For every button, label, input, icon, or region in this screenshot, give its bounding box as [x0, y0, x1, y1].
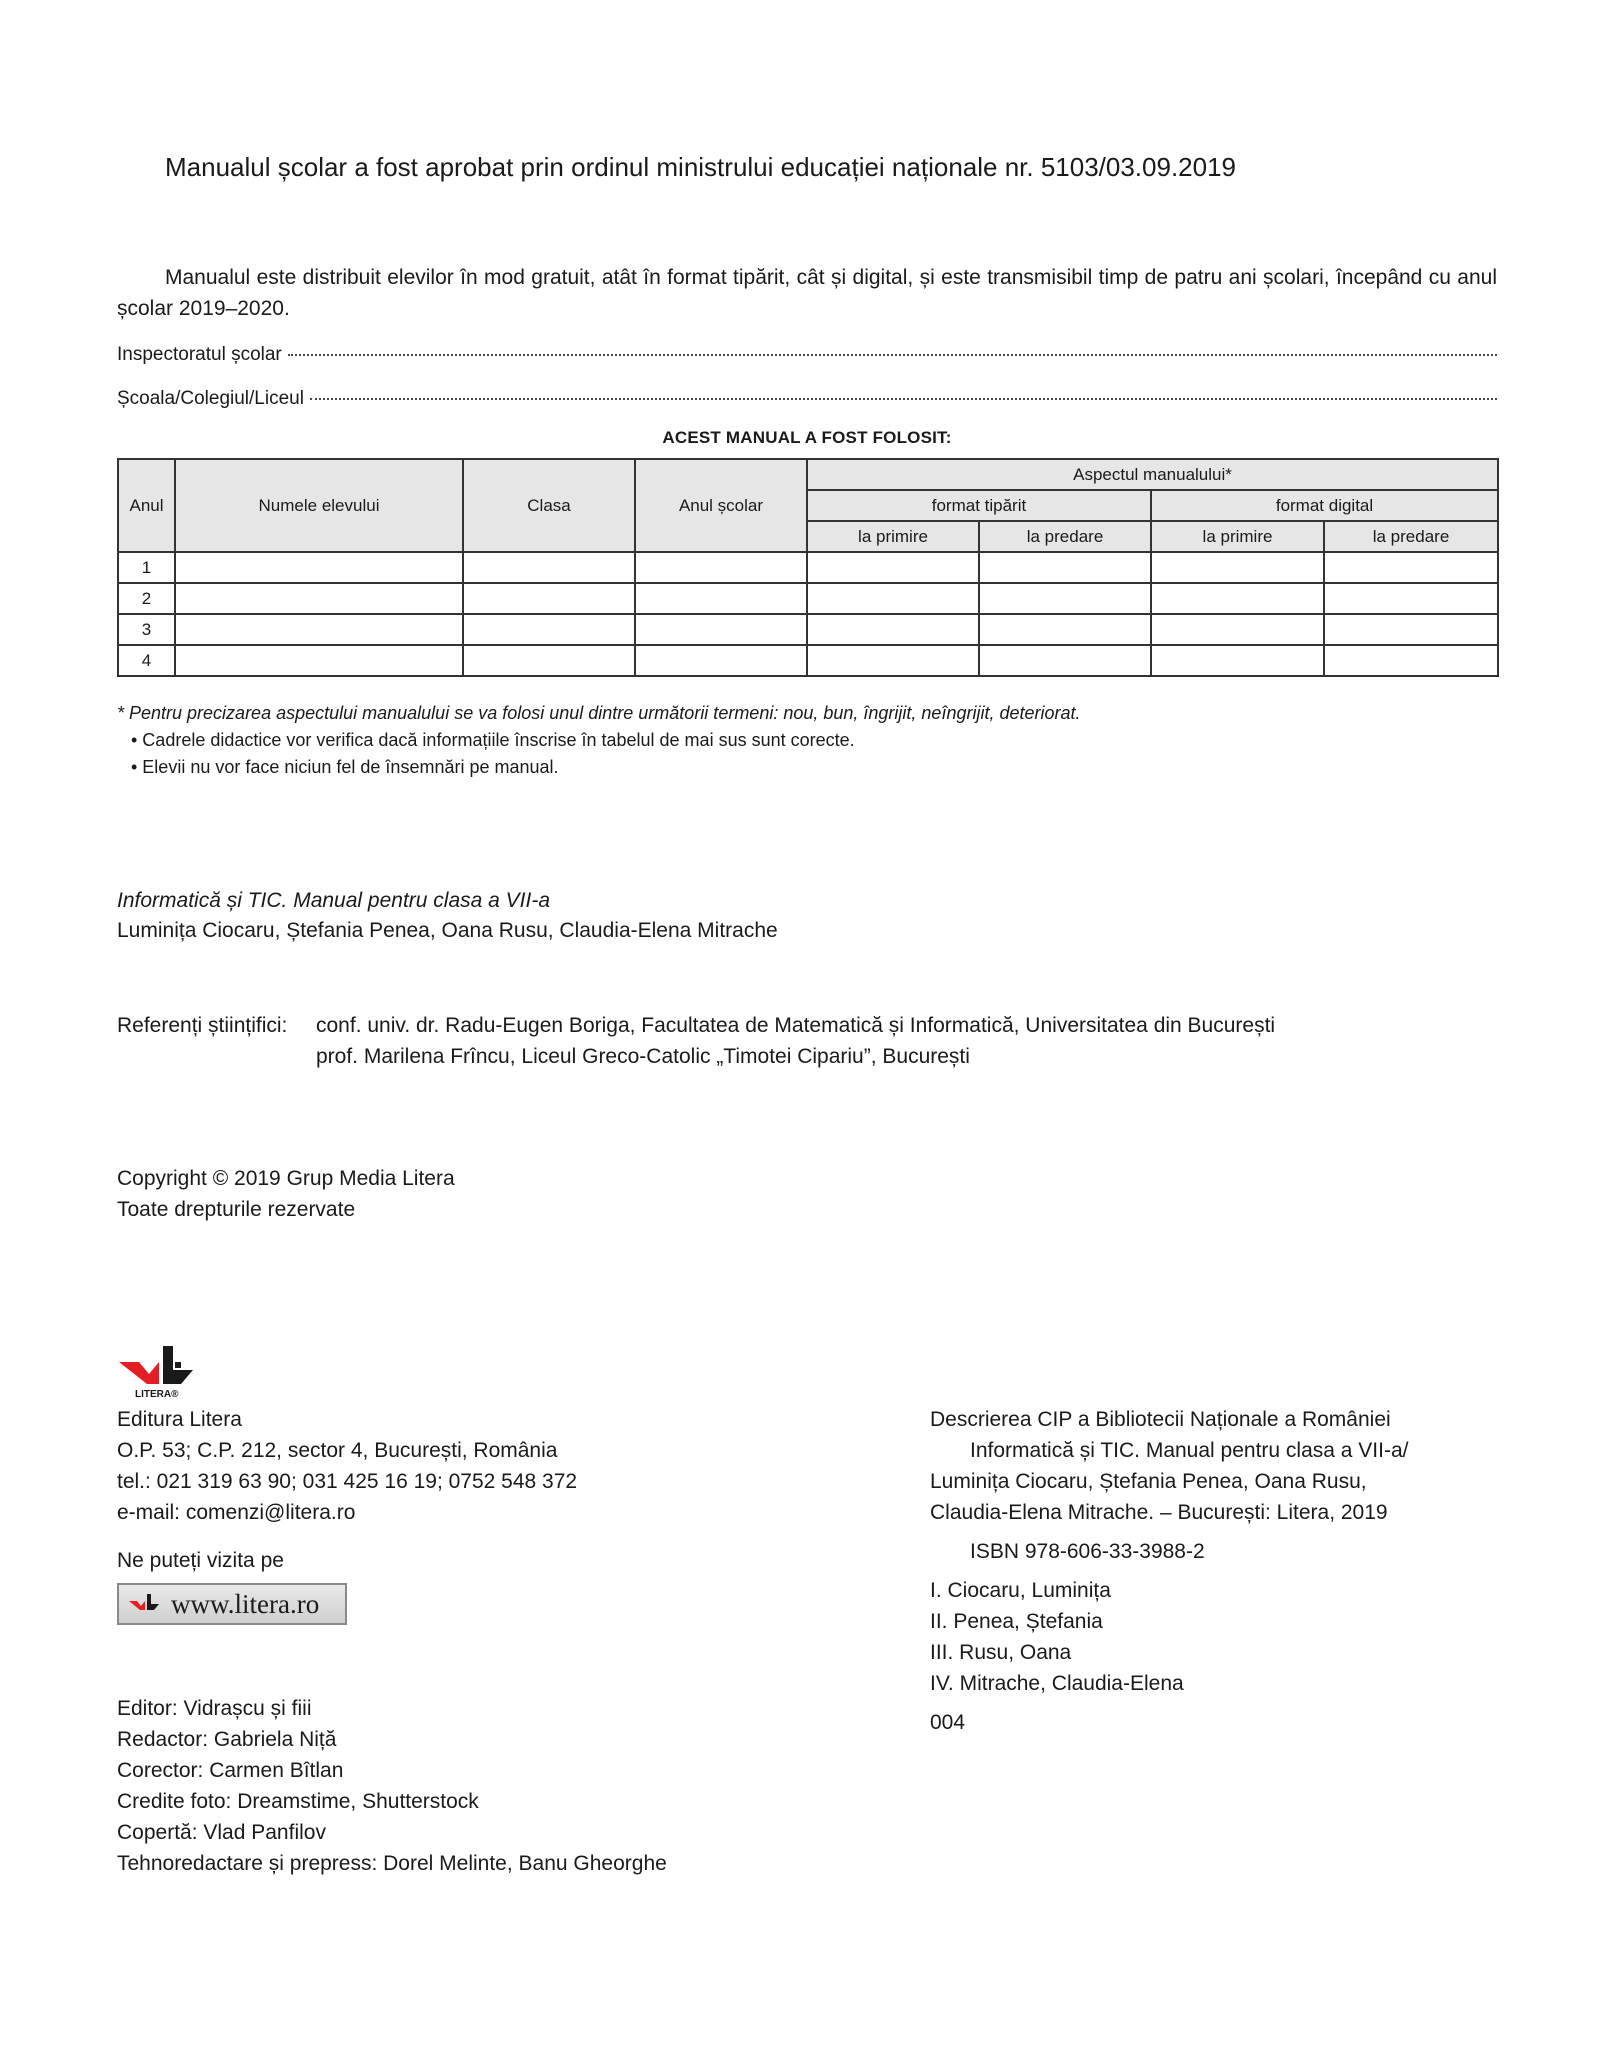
header-format-digital: format digital — [1151, 490, 1498, 521]
table-row — [118, 614, 1498, 645]
table-row — [118, 552, 1498, 583]
cell-numele — [175, 552, 463, 583]
cip-index-entry: IV. Mitrache, Claudia-Elena — [930, 1672, 1184, 1695]
cell-tiparit-predare — [979, 614, 1151, 645]
header-digital-la-predare: la predare — [1324, 521, 1498, 552]
table-title: ACEST MANUAL A FOST FOLOSIT: — [662, 428, 952, 447]
referent-entry: prof. Marilena Frîncu, Liceul Greco-Catolic „Timotei Cipariu”, București — [316, 1045, 970, 1068]
aspect-footnote: * Pentru precizarea aspectului manualului se va folosi unul dintre următorii termeni: nou, bun, îngrijit, neîngrijit, deteriorat. — [117, 703, 1081, 723]
cip-classification-code: 004 — [930, 1711, 966, 1734]
cell-digital-primire — [1151, 583, 1324, 614]
cell-digital-predare — [1324, 645, 1498, 676]
cell-anul-scolar — [635, 614, 807, 645]
cell-clasa — [463, 614, 635, 645]
cell-digital-primire — [1151, 614, 1324, 645]
inspectorat-field — [117, 344, 1497, 366]
cell-numele — [175, 645, 463, 676]
cell-digital-predare — [1324, 552, 1498, 583]
header-aspect: Aspectul manualului* — [807, 459, 1498, 490]
cip-index-entry: II. Penea, Ștefania — [930, 1610, 1103, 1633]
cell-digital-predare — [1324, 583, 1498, 614]
website-url: www.litera.ro — [171, 1588, 320, 1619]
dotted-line — [288, 354, 1497, 356]
cell-tiparit-predare — [979, 552, 1151, 583]
cell-tiparit-primire — [807, 583, 979, 614]
credit-coperta: Copertă: Vlad Panfilov — [117, 1821, 326, 1844]
referents-label: Referenți științifici: — [117, 1014, 288, 1037]
header-digital-la-primire: la primire — [1151, 521, 1324, 552]
cell-digital-predare — [1324, 614, 1498, 645]
cip-line: Informatică și TIC. Manual pentru clasa a VII-a/ — [970, 1439, 1409, 1462]
credit-redactor: Redactor: Gabriela Niță — [117, 1728, 337, 1751]
logo-wordmark: LITERA® — [135, 1389, 179, 1400]
note-bullet: • Cadrele didactice vor verifica dacă informațiile înscrise în tabelul de mai sus sunt corecte. — [131, 730, 855, 750]
cell-anul-scolar — [635, 583, 807, 614]
table-notes — [117, 700, 1081, 781]
row-number: 4 — [118, 645, 175, 676]
header-anul: Anul — [118, 459, 175, 552]
note-bullet: • Elevii nu vor face niciun fel de însemnări pe manual. — [131, 757, 559, 777]
row-number: 1 — [118, 552, 175, 583]
table-row — [118, 583, 1498, 614]
usage-table — [117, 458, 1499, 677]
litera-mini-logo-icon — [129, 1593, 161, 1615]
cell-clasa — [463, 552, 635, 583]
header-tiparit-la-predare: la predare — [979, 521, 1151, 552]
publisher-block — [117, 1404, 577, 1528]
header-numele-elevului: Numele elevului — [175, 459, 463, 552]
scoala-label: Școala/Colegiul/Liceul — [117, 388, 304, 409]
scoala-field — [117, 388, 1497, 410]
publisher-name: Editura Litera — [117, 1408, 242, 1431]
table-row — [118, 645, 1498, 676]
credit-tehnoredactare: Tehnoredactare și prepress: Dorel Melinte, Banu Gheorghe — [117, 1852, 667, 1875]
distribution-paragraph: Manualul este distribuit elevilor în mod gratuit, atât în format tipărit, cât și digital, și este transmisibil timp de patru ani școlari, începând cu anul școlar 2019–2020. — [117, 266, 1497, 320]
cip-title: Descrierea CIP a Bibliotecii Naționale a României — [930, 1408, 1391, 1431]
copyright-block — [117, 1163, 455, 1225]
litera-logo — [117, 1340, 217, 1400]
cell-anul-scolar — [635, 552, 807, 583]
visit-label: Ne puteți vizita pe — [117, 1549, 284, 1572]
header-format-tiparit: format tipărit — [807, 490, 1151, 521]
cip-block — [930, 1404, 1408, 1738]
cell-digital-primire — [1151, 552, 1324, 583]
cell-clasa — [463, 583, 635, 614]
cell-tiparit-predare — [979, 645, 1151, 676]
credits-block — [117, 1693, 667, 1879]
credit-editor: Editor: Vidrașcu și fiii — [117, 1697, 312, 1720]
header-anul-scolar: Anul școlar — [635, 459, 807, 552]
cell-digital-primire — [1151, 645, 1324, 676]
header-tiparit-la-primire: la primire — [807, 521, 979, 552]
inspectorat-label: Inspectoratul școlar — [117, 344, 282, 365]
credit-foto: Credite foto: Dreamstime, Shutterstock — [117, 1790, 479, 1813]
book-authors: Luminița Ciocaru, Ștefania Penea, Oana Rusu, Claudia-Elena Mitrache — [117, 919, 778, 942]
cip-index-entry: III. Rusu, Oana — [930, 1641, 1072, 1664]
dotted-line — [310, 398, 1497, 400]
cell-tiparit-primire — [807, 614, 979, 645]
cip-index-entry: I. Ciocaru, Luminița — [930, 1579, 1111, 1602]
website-link-button[interactable] — [117, 1583, 347, 1625]
cell-tiparit-primire — [807, 645, 979, 676]
rights-line: Toate drepturile rezervate — [117, 1198, 356, 1221]
copyright-line: Copyright © 2019 Grup Media Litera — [117, 1167, 455, 1190]
cell-numele — [175, 614, 463, 645]
row-number: 2 — [118, 583, 175, 614]
cip-line: Claudia-Elena Mitrache. – București: Litera, 2019 — [930, 1501, 1388, 1524]
book-title: Informatică și TIC. Manual pentru clasa a VII-a — [117, 889, 551, 912]
publisher-address: O.P. 53; C.P. 212, sector 4, București, România — [117, 1439, 558, 1462]
approval-statement: Manualul școlar a fost aprobat prin ordinul ministrului educației naționale nr. 5103/03.09.2019 — [165, 152, 1237, 182]
publisher-email: e-mail: comenzi@litera.ro — [117, 1501, 356, 1524]
publisher-phone: tel.: 021 319 63 90; 031 425 16 19; 0752 548 372 — [117, 1470, 578, 1493]
logo-red-shape — [119, 1362, 159, 1384]
cell-tiparit-primire — [807, 552, 979, 583]
referent-entry: conf. univ. dr. Radu-Eugen Boriga, Facultatea de Matematică și Informatică, Universitatea din București — [316, 1014, 1276, 1037]
cell-clasa — [463, 645, 635, 676]
row-number: 3 — [118, 614, 175, 645]
cip-line: Luminița Ciocaru, Ștefania Penea, Oana Rusu, — [930, 1470, 1367, 1493]
cip-isbn: ISBN 978-606-33-3988-2 — [970, 1540, 1205, 1563]
header-clasa: Clasa — [463, 459, 635, 552]
cell-tiparit-predare — [979, 583, 1151, 614]
cell-numele — [175, 583, 463, 614]
credit-corector: Corector: Carmen Bîtlan — [117, 1759, 344, 1782]
cell-anul-scolar — [635, 645, 807, 676]
